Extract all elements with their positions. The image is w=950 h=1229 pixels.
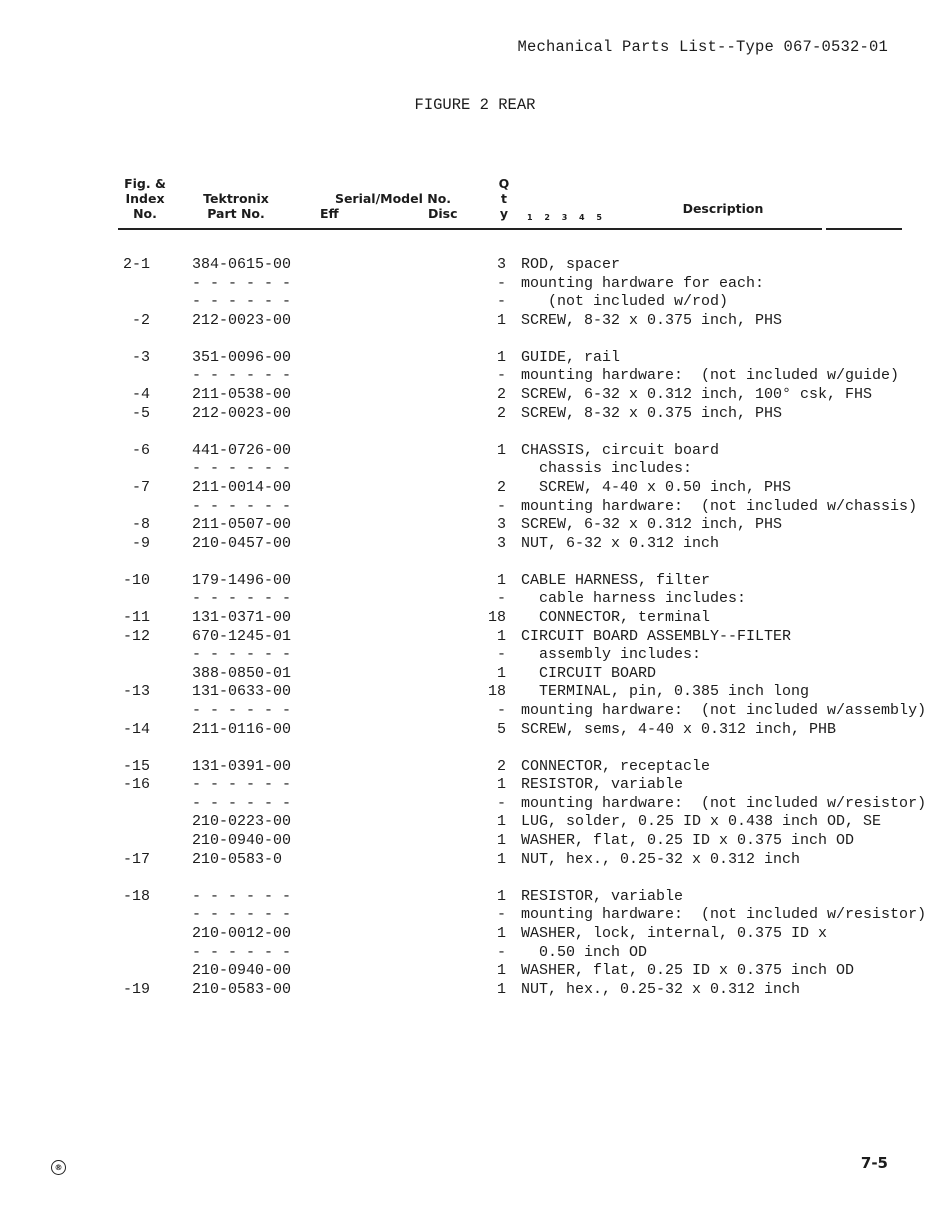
index-number: -6 bbox=[131, 441, 150, 459]
quantity: 1 bbox=[496, 980, 506, 998]
header-tektronix-part-line: Part No. bbox=[207, 206, 265, 221]
description: WASHER, flat, 0.25 ID x 0.375 inch OD bbox=[521, 962, 855, 980]
part-number: 670-1245-01 bbox=[192, 627, 292, 645]
header-fig-index-line: No. bbox=[133, 206, 157, 221]
description: mounting hardware: (not included w/guide) bbox=[521, 367, 900, 385]
parts-row bbox=[0, 405, 950, 424]
description: CABLE HARNESS, filter bbox=[521, 571, 711, 589]
quantity: 5 bbox=[496, 720, 506, 738]
parts-row bbox=[0, 795, 950, 814]
parts-group bbox=[0, 572, 950, 739]
quantity: 2 bbox=[496, 404, 506, 422]
description: mounting hardware: (not included w/assembly) bbox=[521, 701, 927, 719]
quantity: - bbox=[496, 906, 506, 924]
quantity: 1 bbox=[496, 627, 506, 645]
index-number: -4 bbox=[131, 386, 150, 404]
parts-group bbox=[0, 256, 950, 330]
quantity: 2 bbox=[496, 478, 506, 496]
index-number: -16 bbox=[122, 776, 150, 794]
parts-row bbox=[0, 962, 950, 981]
index-number: -3 bbox=[131, 348, 150, 366]
parts-row bbox=[0, 535, 950, 554]
description: WASHER, flat, 0.25 ID x 0.375 inch OD bbox=[521, 832, 855, 850]
part-number: - - - - - - bbox=[192, 906, 292, 924]
header-description: Description bbox=[682, 201, 764, 216]
index-number: -2 bbox=[131, 311, 150, 329]
description: RESISTOR, variable bbox=[521, 776, 684, 794]
index-number: -5 bbox=[131, 404, 150, 422]
description: assembly includes: bbox=[521, 646, 702, 664]
parts-row bbox=[0, 367, 950, 386]
parts-row bbox=[0, 349, 950, 368]
description: NUT, hex., 0.25-32 x 0.312 inch bbox=[521, 980, 801, 998]
description: SCREW, 4-40 x 0.50 inch, PHS bbox=[521, 478, 792, 496]
header-fig-index-line: Fig. & bbox=[124, 176, 166, 191]
index-number: -12 bbox=[122, 627, 150, 645]
description: CONNECTOR, terminal bbox=[521, 609, 711, 626]
description: CONNECTOR, receptacle bbox=[521, 757, 711, 775]
part-number: 210-0012-00 bbox=[192, 924, 292, 942]
part-number: - - - - - - bbox=[192, 460, 292, 478]
header-eff: Eff bbox=[320, 206, 339, 221]
description: WASHER, lock, internal, 0.375 ID x bbox=[521, 924, 828, 942]
part-number: 210-0940-00 bbox=[192, 962, 292, 980]
part-number: 212-0023-00 bbox=[192, 311, 292, 329]
quantity: - bbox=[496, 497, 506, 515]
quantity: 18 bbox=[487, 683, 506, 701]
header-rule-break bbox=[822, 226, 826, 231]
parts-row bbox=[0, 683, 950, 702]
quantity: 1 bbox=[496, 924, 506, 942]
quantity: - bbox=[496, 794, 506, 812]
index-number: -17 bbox=[122, 850, 150, 868]
part-number: 388-0850-01 bbox=[192, 664, 292, 682]
description: cable harness includes: bbox=[521, 590, 747, 608]
description: chassis includes: bbox=[521, 460, 693, 478]
description: (not included w/rod) bbox=[521, 293, 729, 311]
description: CHASSIS, circuit board bbox=[521, 441, 720, 459]
part-number: 131-0633-00 bbox=[192, 683, 292, 701]
figure-title: FIGURE 2 REAR bbox=[414, 96, 536, 114]
part-number: 210-0940-00 bbox=[192, 832, 292, 850]
parts-row bbox=[0, 721, 950, 740]
parts-row bbox=[0, 442, 950, 461]
header-serial-model bbox=[318, 191, 458, 221]
quantity: 1 bbox=[496, 776, 506, 794]
parts-row bbox=[0, 888, 950, 907]
header-qty-letter: y bbox=[499, 206, 509, 221]
index-number: -15 bbox=[122, 757, 150, 775]
description: RESISTOR, variable bbox=[521, 887, 684, 905]
part-number: 210-0583-0 bbox=[192, 850, 283, 868]
header-tektronix-part-line: Tektronix bbox=[203, 191, 269, 206]
parts-row bbox=[0, 906, 950, 925]
parts-row bbox=[0, 498, 950, 517]
description: TERMINAL, pin, 0.385 inch long bbox=[521, 683, 810, 701]
part-number: - - - - - - bbox=[192, 293, 292, 311]
index-number: -8 bbox=[131, 516, 150, 534]
quantity: 1 bbox=[496, 664, 506, 682]
description: SCREW, 8-32 x 0.375 inch, PHS bbox=[521, 404, 783, 422]
part-number: 211-0116-00 bbox=[192, 720, 292, 738]
index-number: -14 bbox=[122, 720, 150, 738]
index-number: -9 bbox=[131, 534, 150, 552]
quantity: - bbox=[496, 646, 506, 664]
part-number: - - - - - - bbox=[192, 794, 292, 812]
description: CIRCUIT BOARD ASSEMBLY--FILTER bbox=[521, 627, 792, 645]
quantity: 2 bbox=[496, 757, 506, 775]
parts-row bbox=[0, 832, 950, 851]
header-rule bbox=[118, 228, 902, 230]
parts-row bbox=[0, 925, 950, 944]
parts-row bbox=[0, 460, 950, 479]
quantity: 1 bbox=[496, 813, 506, 831]
header-qty-letter: Q bbox=[498, 176, 510, 191]
quantity: - bbox=[496, 274, 506, 292]
header-qty bbox=[494, 176, 514, 221]
parts-row bbox=[0, 758, 950, 777]
description: SCREW, sems, 4-40 x 0.312 inch, PHB bbox=[521, 720, 837, 738]
quantity: - bbox=[496, 701, 506, 719]
quantity: 1 bbox=[496, 832, 506, 850]
parts-row bbox=[0, 312, 950, 331]
parts-row bbox=[0, 944, 950, 963]
index-number: -18 bbox=[122, 887, 150, 905]
parts-row bbox=[0, 256, 950, 275]
parts-row bbox=[0, 776, 950, 795]
part-number: - - - - - - bbox=[192, 590, 292, 608]
parts-row bbox=[0, 851, 950, 870]
quantity: 3 bbox=[496, 256, 506, 273]
description: NUT, 6-32 x 0.312 inch bbox=[521, 534, 720, 552]
quantity: - bbox=[496, 590, 506, 608]
part-number: 441-0726-00 bbox=[192, 441, 292, 459]
description: mounting hardware for each: bbox=[521, 274, 765, 292]
quantity: 1 bbox=[496, 887, 506, 905]
part-number: - - - - - - bbox=[192, 776, 292, 794]
description: SCREW, 8-32 x 0.375 inch, PHS bbox=[521, 311, 783, 329]
quantity: 1 bbox=[496, 441, 506, 459]
part-number: 384-0615-00 bbox=[192, 256, 292, 273]
header-qty-letter: t bbox=[501, 191, 507, 206]
header-disc: Disc bbox=[428, 206, 458, 221]
parts-row bbox=[0, 628, 950, 647]
part-number: - - - - - - bbox=[192, 497, 292, 515]
description: CIRCUIT BOARD bbox=[521, 664, 657, 682]
parts-row bbox=[0, 572, 950, 591]
part-number: - - - - - - bbox=[192, 943, 292, 961]
description: ROD, spacer bbox=[521, 256, 621, 273]
header-indent-columns: 1 2 3 4 5 bbox=[527, 213, 607, 222]
header-fig-index-line: Index bbox=[125, 191, 165, 206]
page-number: 7-5 bbox=[860, 1154, 888, 1172]
parts-group bbox=[0, 349, 950, 423]
part-number: 210-0223-00 bbox=[192, 813, 292, 831]
quantity: 3 bbox=[496, 516, 506, 534]
parts-row bbox=[0, 590, 950, 609]
parts-row bbox=[0, 702, 950, 721]
parts-row bbox=[0, 813, 950, 832]
quantity: 1 bbox=[496, 311, 506, 329]
registered-mark-icon: ® bbox=[51, 1160, 66, 1175]
quantity: 1 bbox=[496, 962, 506, 980]
part-number: - - - - - - bbox=[192, 646, 292, 664]
parts-row bbox=[0, 516, 950, 535]
parts-row bbox=[0, 646, 950, 665]
description: SCREW, 6-32 x 0.312 inch, 100° csk, FHS bbox=[521, 386, 873, 404]
part-number: 210-0583-00 bbox=[192, 980, 292, 998]
parts-group bbox=[0, 442, 950, 554]
parts-row bbox=[0, 609, 950, 628]
parts-group bbox=[0, 758, 950, 870]
parts-row bbox=[0, 293, 950, 312]
index-number: -7 bbox=[131, 478, 150, 496]
part-number: 210-0457-00 bbox=[192, 534, 292, 552]
description: NUT, hex., 0.25-32 x 0.312 inch bbox=[521, 850, 801, 868]
part-number: 131-0371-00 bbox=[192, 609, 292, 626]
part-number: 179-1496-00 bbox=[192, 571, 292, 589]
description: GUIDE, rail bbox=[521, 348, 621, 366]
description: mounting hardware: (not included w/chassis) bbox=[521, 497, 918, 515]
quantity: - bbox=[496, 293, 506, 311]
header-fig-index bbox=[114, 176, 176, 221]
index-number: -13 bbox=[122, 683, 150, 701]
part-number: 131-0391-00 bbox=[192, 757, 292, 775]
index-number: 2-1 bbox=[122, 256, 150, 273]
parts-row bbox=[0, 981, 950, 1000]
quantity: 18 bbox=[487, 609, 506, 626]
quantity: 1 bbox=[496, 850, 506, 868]
header-serial-model-label: Serial/Model No. bbox=[334, 191, 452, 206]
parts-list bbox=[0, 256, 950, 1018]
part-number: 351-0096-00 bbox=[192, 348, 292, 366]
description: mounting hardware: (not included w/resistor) bbox=[521, 906, 927, 924]
part-number: 212-0023-00 bbox=[192, 404, 292, 422]
parts-row bbox=[0, 479, 950, 498]
part-number: 211-0538-00 bbox=[192, 386, 292, 404]
quantity: 2 bbox=[496, 386, 506, 404]
description: mounting hardware: (not included w/resistor) bbox=[521, 794, 927, 812]
part-number: 211-0014-00 bbox=[192, 478, 292, 496]
quantity: 3 bbox=[496, 534, 506, 552]
part-number: - - - - - - bbox=[192, 367, 292, 385]
description: SCREW, 6-32 x 0.312 inch, PHS bbox=[521, 516, 783, 534]
index-number: -19 bbox=[122, 980, 150, 998]
part-number: - - - - - - bbox=[192, 701, 292, 719]
quantity: 1 bbox=[496, 571, 506, 589]
part-number: - - - - - - bbox=[192, 887, 292, 905]
part-number: 211-0507-00 bbox=[192, 516, 292, 534]
quantity: - bbox=[496, 943, 506, 961]
index-number: -11 bbox=[122, 609, 150, 626]
header-tektronix-part bbox=[190, 191, 282, 221]
parts-row bbox=[0, 665, 950, 684]
description: LUG, solder, 0.25 ID x 0.438 inch OD, SE bbox=[521, 813, 882, 831]
quantity: - bbox=[496, 367, 506, 385]
index-number: -10 bbox=[122, 571, 150, 589]
quantity: 1 bbox=[496, 348, 506, 366]
parts-row bbox=[0, 386, 950, 405]
description: 0.50 inch OD bbox=[521, 943, 648, 961]
running-header: Mechanical Parts List--Type 067-0532-01 bbox=[517, 38, 888, 56]
parts-group bbox=[0, 888, 950, 1000]
part-number: - - - - - - bbox=[192, 274, 292, 292]
parts-row bbox=[0, 275, 950, 294]
